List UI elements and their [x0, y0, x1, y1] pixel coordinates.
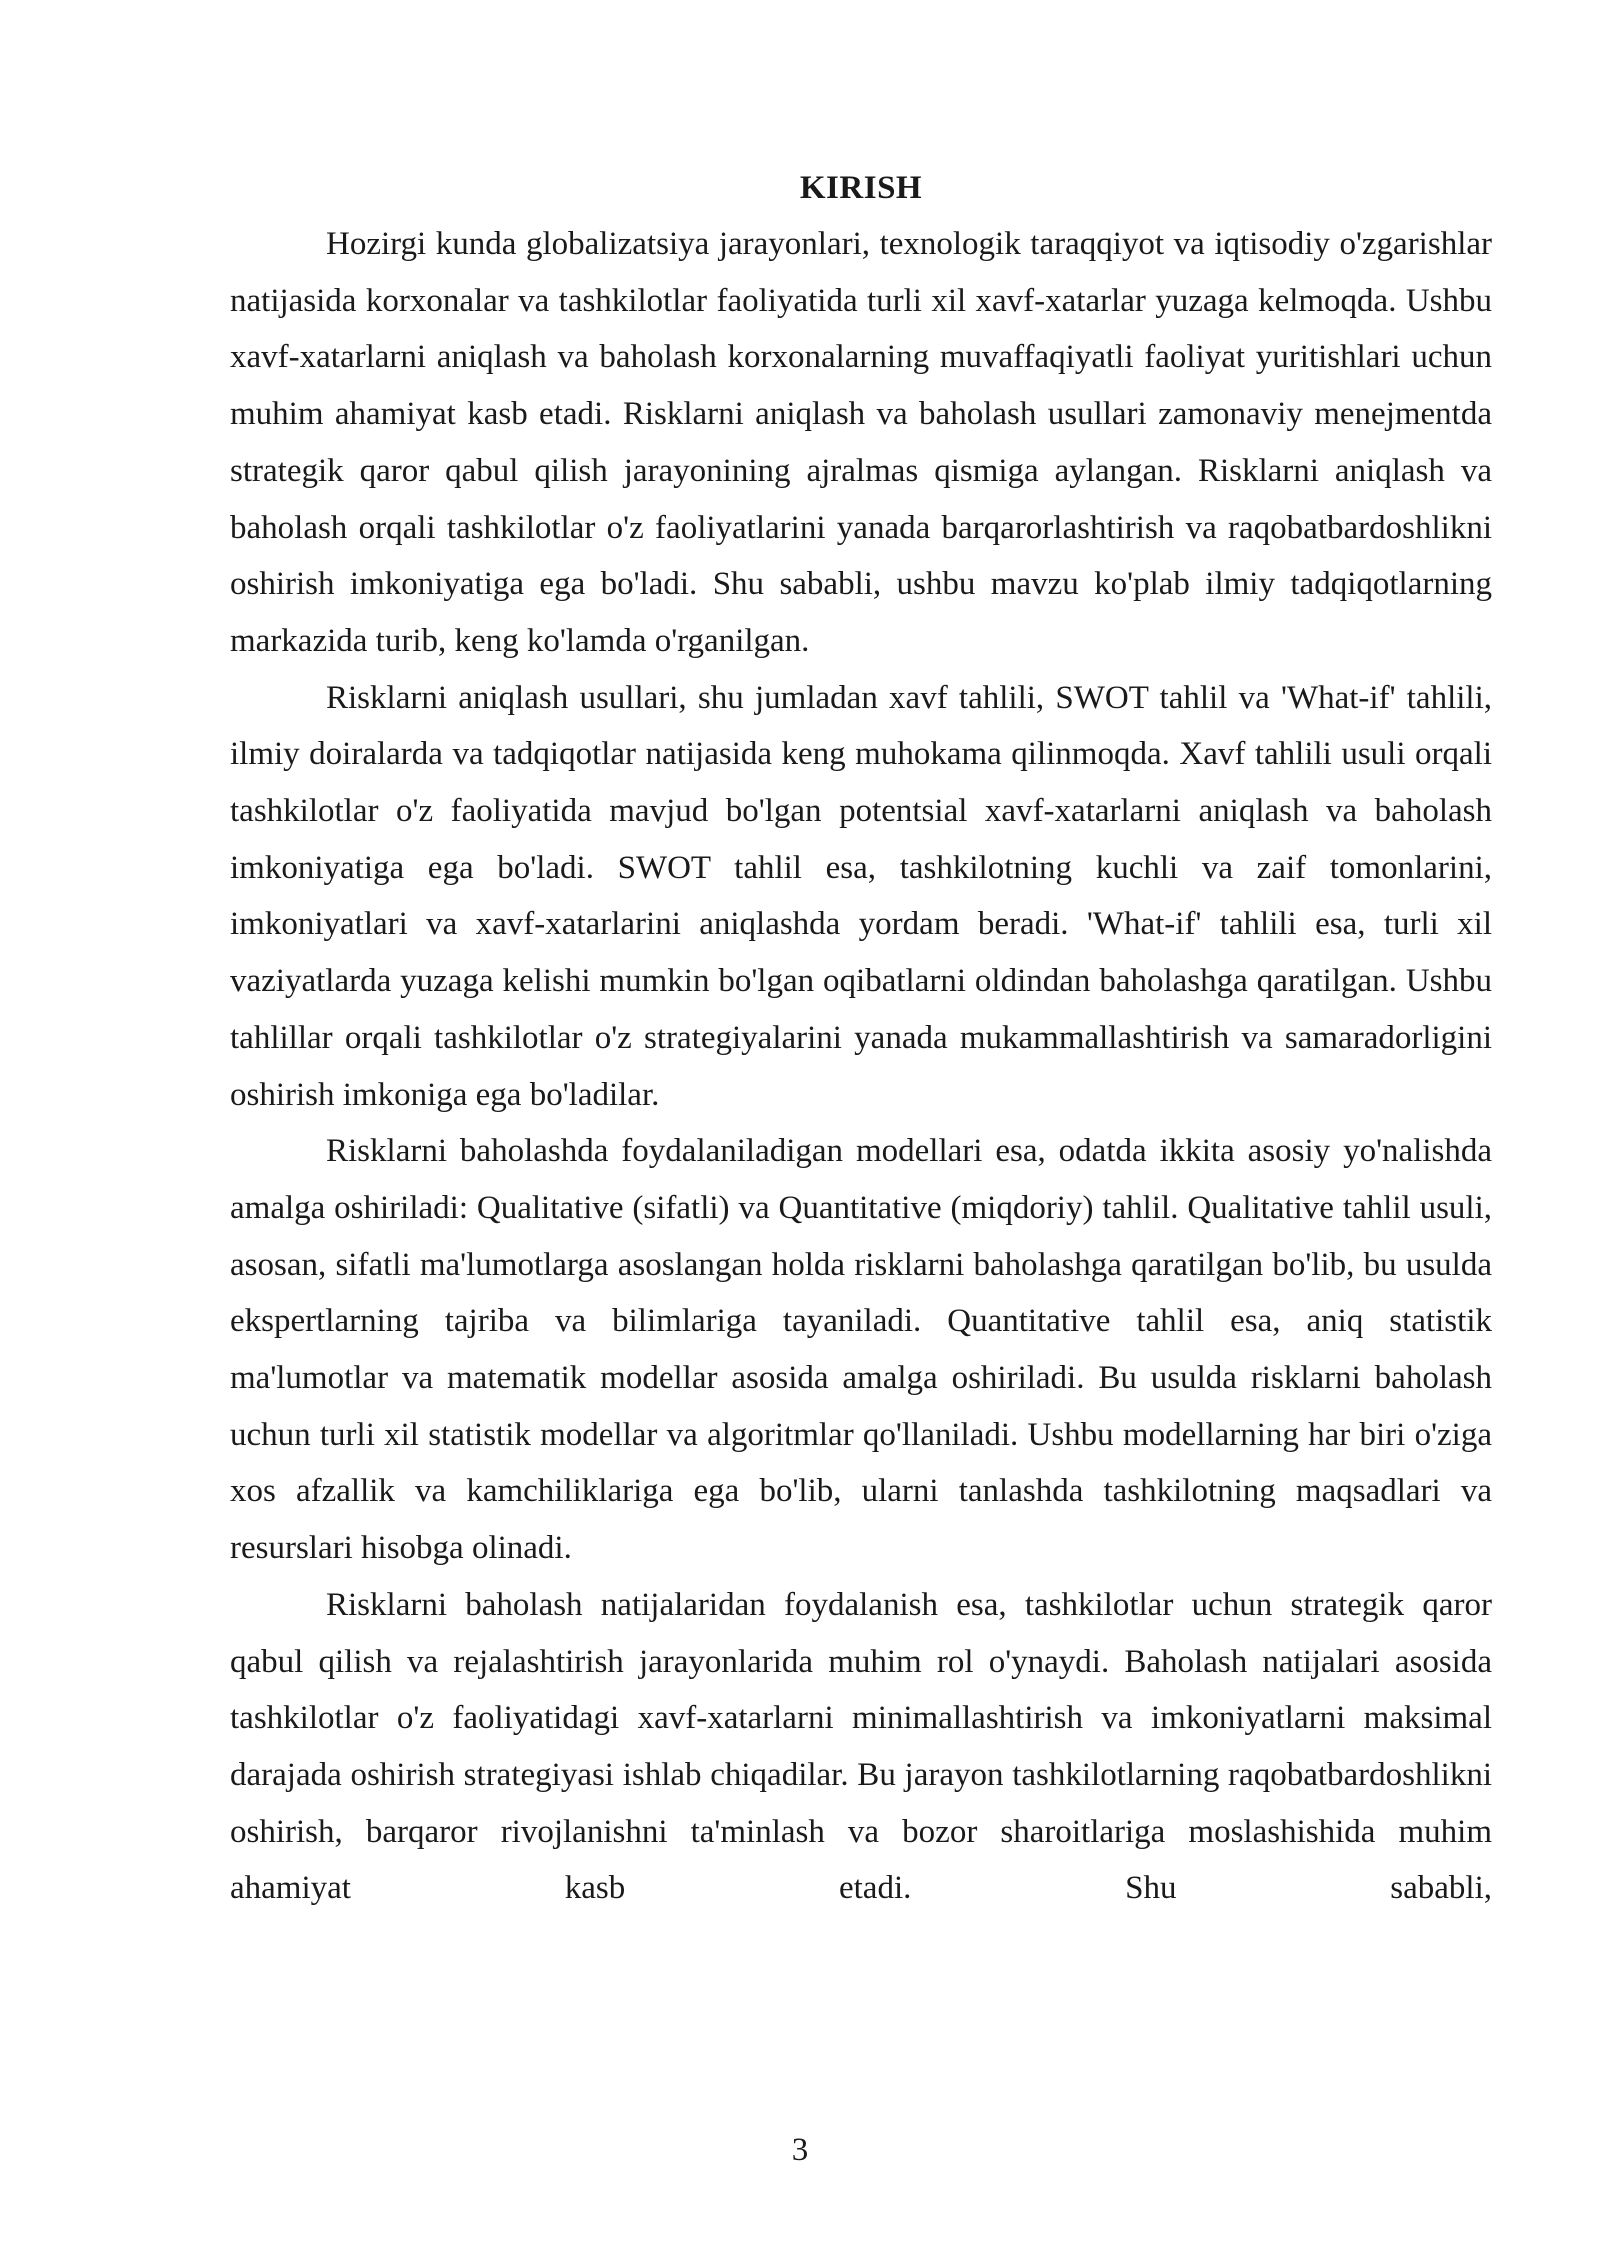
paragraph-2: Risklarni aniqlash usullari, shu jumladan xavf tahlili, SWOT tahlil va 'What-if' tahlili, ilmiy doiralarda va tadqiqotlar natijasida keng muhokama qilinmoqda. Xavf tahlili usuli orqali tashkilotlar o'z faoliyatida mavjud bo'lgan potentsial xavf-xatarlarni aniqlash va baholash imkoniyatiga ega bo'ladi. SWOT tahlil esa, tashkilotning kuchli va zaif tomonlarini, imkoniyatlari va xavf-xatarlarini aniqlashda yordam beradi. 'What-if' tahlili esa, turli xil vaziyatlarda yuzaga kelishi mumkin bo'lgan oqibatlarni oldindan baholashga qaratilgan. Ushbu tahlillar orqali tashkilotlar o'z strategiyalarini yanada mukammallashtirish va samaradorligini oshirish imkoniga ega bo'ladilar.	[230, 679, 1492, 1113]
section-title: KIRISH	[799, 170, 923, 206]
page-number: 3	[791, 2132, 809, 2168]
page-content	[230, 160, 1492, 1917]
paragraph-1: Hozirgi kunda globalizatsiya jarayonlari, texnologik taraqqiyot va iqtisodiy o'zgarishlar natijasida korxonalar va tashkilotlar faoliyatida turli xil xavf-xatarlar yuzaga kelmoqda. Ushbu xavf-xatarlarni aniqlash va baholash korxonalarning muvaffaqiyatli faoliyat yuritishlari uchun muhim ahamiyat kasb etadi. Risklarni aniqlash va baholash usullari zamonaviy menejmentda strategik qaror qabul qilish jarayonining ajralmas qismiga aylangan. Risklarni aniqlash va baholash orqali tashkilotlar o'z faoliyatlarini yanada barqarorlashtirish va raqobatbardoshlikni oshirish imkoniyatiga ega bo'ladi. Shu sababli, ushbu mavzu ko'plab ilmiy tadqiqotlarning markazida turib, keng ko'lamda o'rganilgan.	[230, 226, 1492, 659]
paragraph-3: Risklarni baholashda foydalaniladigan modellari esa, odatda ikkita asosiy yo'nalishda amalga oshiriladi: Qualitative (sifatli) va Quantitative (miqdoriy) tahlil. Qualitative tahlil usuli, asosan, sifatli ma'lumotlarga asoslangan holda risklarni baholashga qaratilgan bo'lib, bu usulda ekspertlarning tajriba va bilimlariga tayaniladi. Quantitative tahlil esa, aniq statistik ma'lumotlar va matematik modellar asosida amalga oshiriladi. Bu usulda risklarni baholash uchun turli xil statistik modellar va algoritmlar qo'llaniladi. Ushbu modellarning har biri o'ziga xos afzallik va kamchiliklariga ega bo'lib, ularni tanlashda tashkilotning maqsadlari va resurslari hisobga olinadi.	[230, 1133, 1492, 1567]
paragraph-4: Risklarni baholash natijalaridan foydalanish esa, tashkilotlar uchun strategik qaror qabul qilish va rejalashtirish jarayonlarida muhim rol o'ynaydi. Baholash natijalari asosida tashkilotlar o'z faoliyatidagi xavf-xatarlarni minimallashtirish va imkoniyatlarni maksimal darajada oshirish strategiyasi ishlab chiqadilar. Bu jarayon tashkilotlarning raqobatbardoshlikni oshirish, barqaror rivojlanishni ta'minlash va bozor sharoitlariga moslashishida muhim ahamiyat kasb etadi. Shu sababli,	[230, 1586, 1492, 1907]
